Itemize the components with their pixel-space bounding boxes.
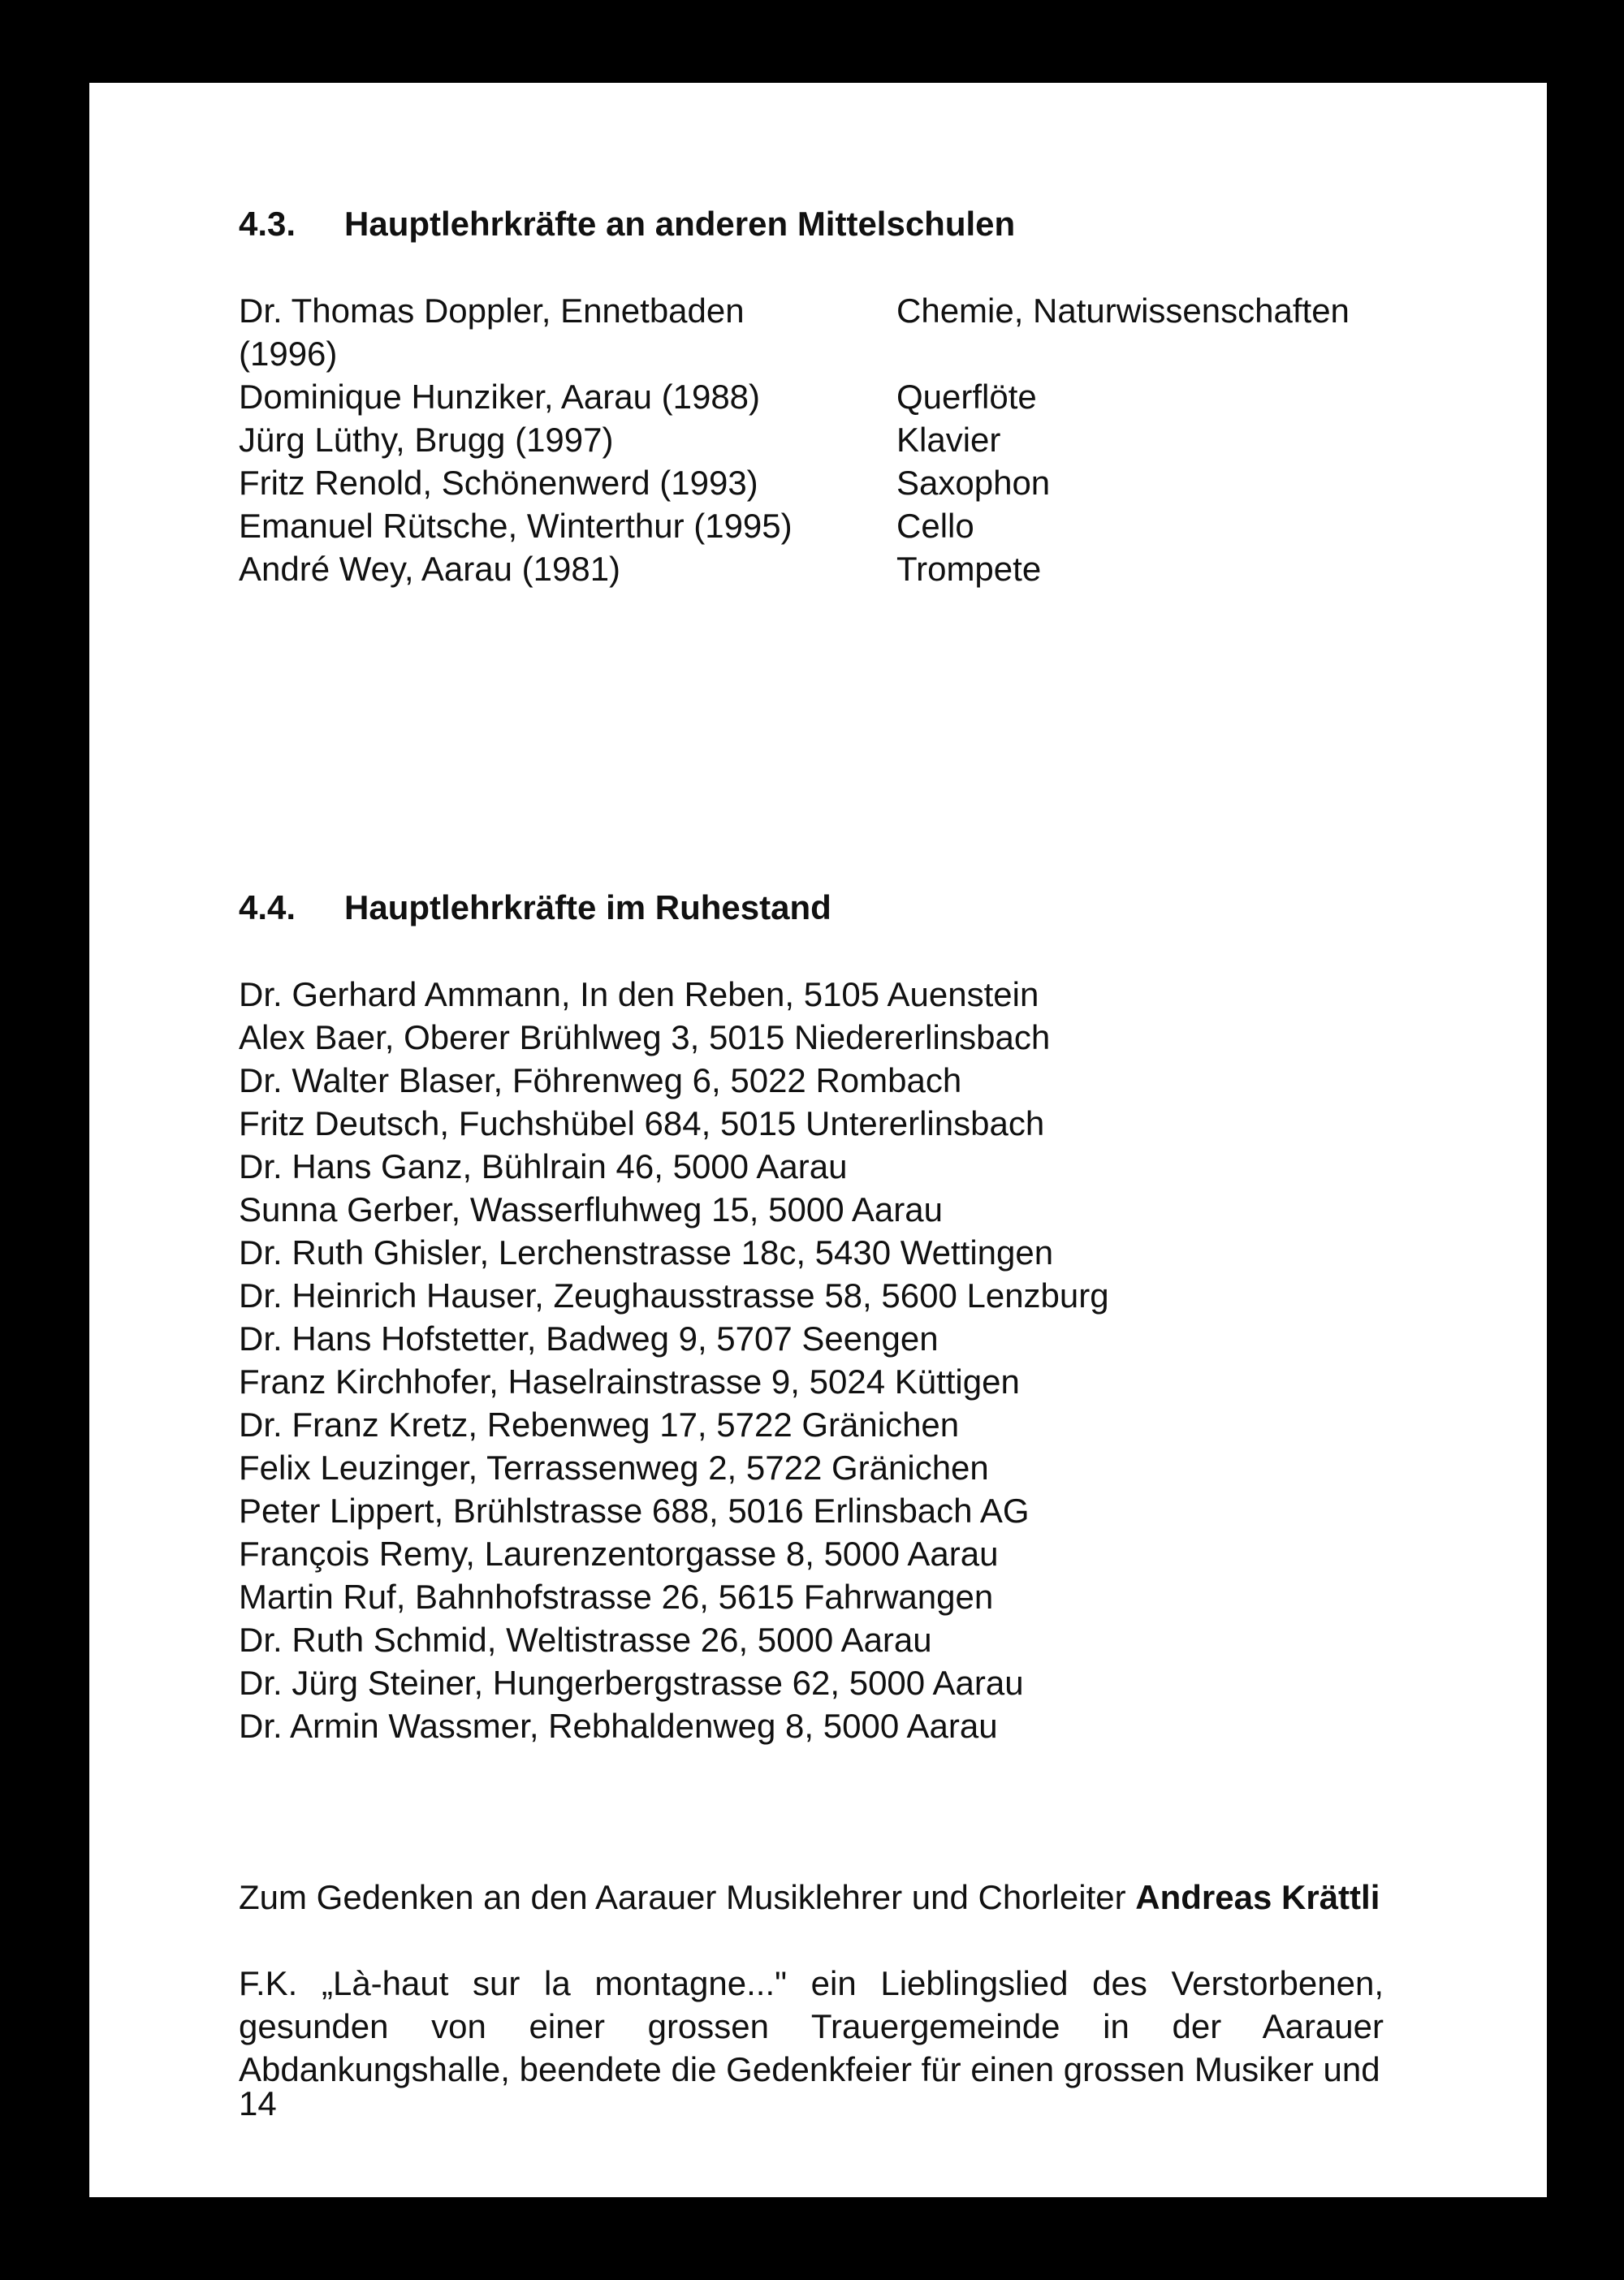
list-item: Fritz Deutsch, Fuchshübel 684, 5015 Untererlinsbach <box>239 1104 1045 1142</box>
section-number: 4.3. <box>239 205 296 243</box>
teacher-name: André Wey, Aarau (1981) <box>239 550 621 588</box>
teacher-row <box>239 504 1392 547</box>
teacher-name: Jürg Lüthy, Brugg (1997) <box>239 421 614 459</box>
teacher-list <box>239 289 1392 590</box>
teacher-subject: Saxophon <box>896 464 1051 502</box>
list-item: Felix Leuzinger, Terrassenweg 2, 5722 Gränichen <box>239 1449 989 1487</box>
memorial-section <box>239 1876 1384 2091</box>
memorial-intro: Zum Gedenken an den Aarauer Musiklehrer und Chorleiter <box>239 1878 1126 1916</box>
teacher-name: (1996) <box>239 335 338 373</box>
teacher-subject: Cello <box>896 507 974 545</box>
list-item: Dr. Franz Kretz, Rebenweg 17, 5722 Gränichen <box>239 1406 960 1444</box>
section-heading-4-4 <box>239 887 831 929</box>
section-title: Hauptlehrkräfte an anderen Mittelschulen <box>344 205 1016 243</box>
list-item: Peter Lippert, Brühlstrasse 688, 5016 Erlinsbach AG <box>239 1492 1030 1530</box>
list-item: Franz Kirchhofer, Haselrainstrasse 9, 5024 Küttigen <box>239 1362 1020 1401</box>
memorial-paragraph: F.K. „Là-haut sur la montagne..." ein Lieblingslied des Verstorbenen, gesunden von einer grossen Trauergemeinde in der Aarauer Abdankungshalle, beendete die Gedenkfeier für einen grossen Musiker und <box>239 1964 1384 2088</box>
list-item: Dr. Gerhard Ammann, In den Reben, 5105 Auenstein <box>239 975 1039 1013</box>
teacher-name: Fritz Renold, Schönenwerd (1993) <box>239 464 758 502</box>
list-item: Dr. Ruth Schmid, Weltistrasse 26, 5000 Aarau <box>239 1621 932 1659</box>
teacher-row <box>239 375 1392 418</box>
page-number: 14 <box>239 2084 277 2122</box>
list-item: François Remy, Laurenzentorgasse 8, 5000 Aarau <box>239 1535 999 1573</box>
section-heading-4-3 <box>239 203 1392 245</box>
list-item: Dr. Ruth Ghisler, Lerchenstrasse 18c, 5430 Wettingen <box>239 1233 1054 1272</box>
list-item: Dr. Hans Ganz, Bühlrain 46, 5000 Aarau <box>239 1147 848 1185</box>
section-title: Hauptlehrkräfte im Ruhestand <box>344 888 831 926</box>
teacher-row <box>239 418 1392 461</box>
section-number: 4.4. <box>239 888 296 926</box>
list-item: Dr. Walter Blaser, Föhrenweg 6, 5022 Rombach <box>239 1061 962 1099</box>
list-item: Martin Ruf, Bahnhofstrasse 26, 5615 Fahrwangen <box>239 1578 994 1616</box>
document-page <box>89 83 1547 2197</box>
teacher-row <box>239 461 1392 504</box>
teacher-name: Emanuel Rütsche, Winterthur (1995) <box>239 507 793 545</box>
memorial-person-name: Andreas Krättli <box>1135 1878 1380 1916</box>
list-item: Dr. Jürg Steiner, Hungerbergstrasse 62, 5000 Aarau <box>239 1664 1024 1702</box>
teacher-subject: Klavier <box>896 421 1001 459</box>
list-item: Dr. Hans Hofstetter, Badweg 9, 5707 Seengen <box>239 1319 939 1358</box>
teacher-subject: Chemie, Naturwissenschaften <box>896 291 1350 330</box>
teacher-subject: Trompete <box>896 550 1042 588</box>
list-item: Dr. Heinrich Hauser, Zeughausstrasse 58, 5600 Lenzburg <box>239 1276 1109 1315</box>
teacher-name: Dr. Thomas Doppler, Ennetbaden <box>239 291 745 330</box>
teacher-subject <box>896 332 1392 375</box>
teacher-row <box>239 289 1392 332</box>
memorial-heading <box>239 1876 1384 1919</box>
teacher-row <box>239 332 1392 375</box>
teacher-name: Dominique Hunziker, Aarau (1988) <box>239 378 761 416</box>
retired-teacher-list <box>239 973 1109 1747</box>
teacher-row <box>239 547 1392 590</box>
teacher-subject: Querflöte <box>896 378 1037 416</box>
list-item: Alex Baer, Oberer Brühlweg 3, 5015 Niedererlinsbach <box>239 1018 1051 1056</box>
page-content <box>239 203 1392 2088</box>
list-item: Dr. Armin Wassmer, Rebhaldenweg 8, 5000 Aarau <box>239 1707 998 1745</box>
list-item: Sunna Gerber, Wasserfluhweg 15, 5000 Aarau <box>239 1190 943 1229</box>
